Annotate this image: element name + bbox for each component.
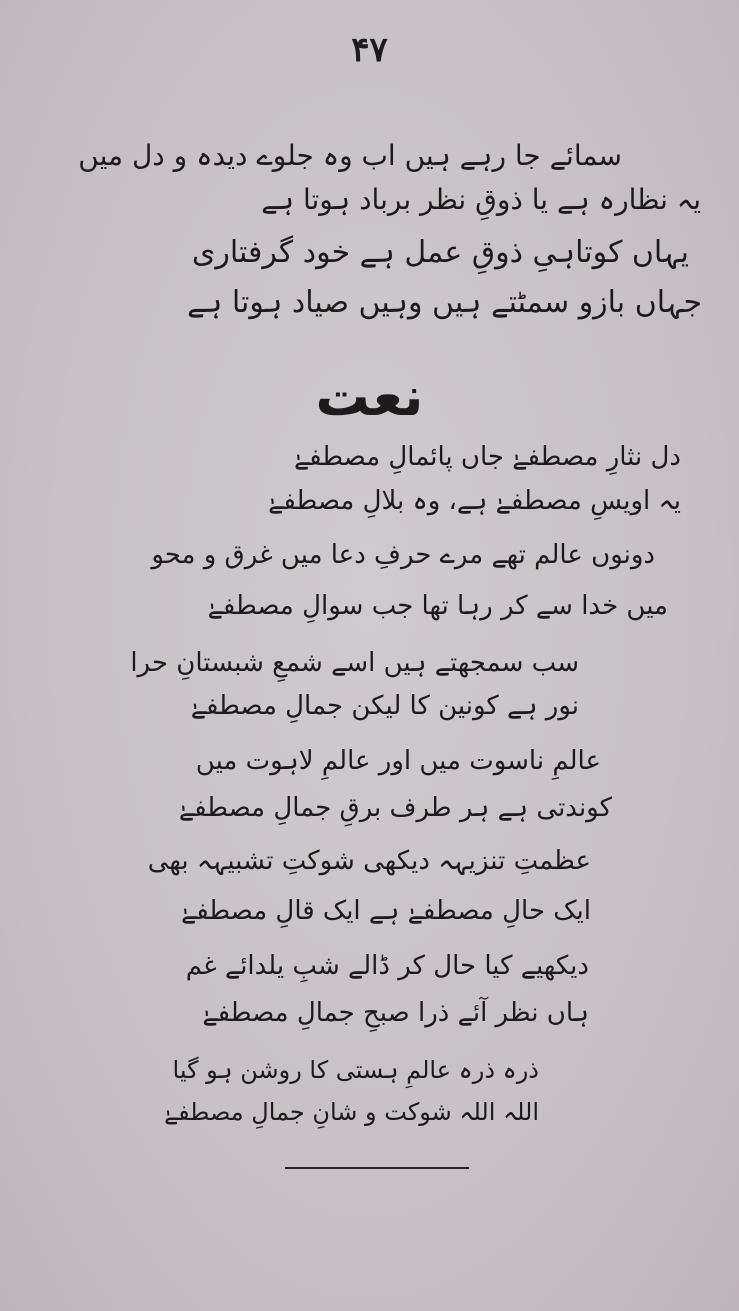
naat-verse-line: دونوں عالم تھے مرے حرفِ دعا میں غرق و محو <box>151 540 655 570</box>
naat-verse-line: دل نثارِ مصطفےٰ جاں پائمالِ مصطفےٰ <box>293 442 681 472</box>
naat-verse-line: ذرہ ذرہ عالمِ ہستی کا روشن ہو گیا <box>172 1056 539 1084</box>
page-number: ۴۷ <box>351 30 388 70</box>
naat-heading: نعت <box>315 365 424 428</box>
intro-verse-line: جہاں بازو سمٹتے ہیں وہیں صیاد ہوتا ہے <box>187 285 702 320</box>
naat-verse-line: کوندتی ہے ہر طرف برقِ جمالِ مصطفےٰ <box>178 793 612 823</box>
naat-verse-line: ایک حالِ مصطفےٰ ہے ایک قالِ مصطفےٰ <box>180 896 591 926</box>
intro-verse-line: یہاں کوتاہیِ ذوقِ عمل ہے خود گرفتاری <box>191 235 689 270</box>
naat-verse-line: دیکھیے کیا حال کر ڈالے شبِ یلدائے غم <box>185 951 589 981</box>
naat-verse-line: نور ہے کونین کا لیکن جمالِ مصطفےٰ <box>190 691 579 721</box>
naat-verse-line: ہاں نظر آئے ذرا صبحِ جمالِ مصطفےٰ <box>202 998 589 1028</box>
naat-verse-line: اللہ اللہ شوکت و شانِ جمالِ مصطفےٰ <box>164 1098 539 1126</box>
naat-verse-line: عالمِ ناسوت میں اور عالمِ لاہوت میں <box>195 746 601 776</box>
naat-verse-line: میں خدا سے کر رہا تھا جب سوالِ مصطفےٰ <box>207 591 668 621</box>
naat-verse-line: یہ اویسِ مصطفےٰ ہے، وہ بلالِ مصطفےٰ <box>268 486 681 516</box>
intro-verse-line: یہ نظارہ ہے یا ذوقِ نظر برباد ہوتا ہے <box>261 183 701 216</box>
naat-verse-line: عظمتِ تنزیہہ دیکھی شوکتِ تشبیہہ بھی <box>147 846 591 876</box>
section-divider <box>285 1167 469 1169</box>
naat-verse-line: سب سمجھتے ہیں اسے شمعِ شبستانِ حرا <box>130 648 579 678</box>
intro-verse-line: سمائے جا رہے ہیں اب وہ جلوے دیدہ و دل میں <box>78 139 622 172</box>
